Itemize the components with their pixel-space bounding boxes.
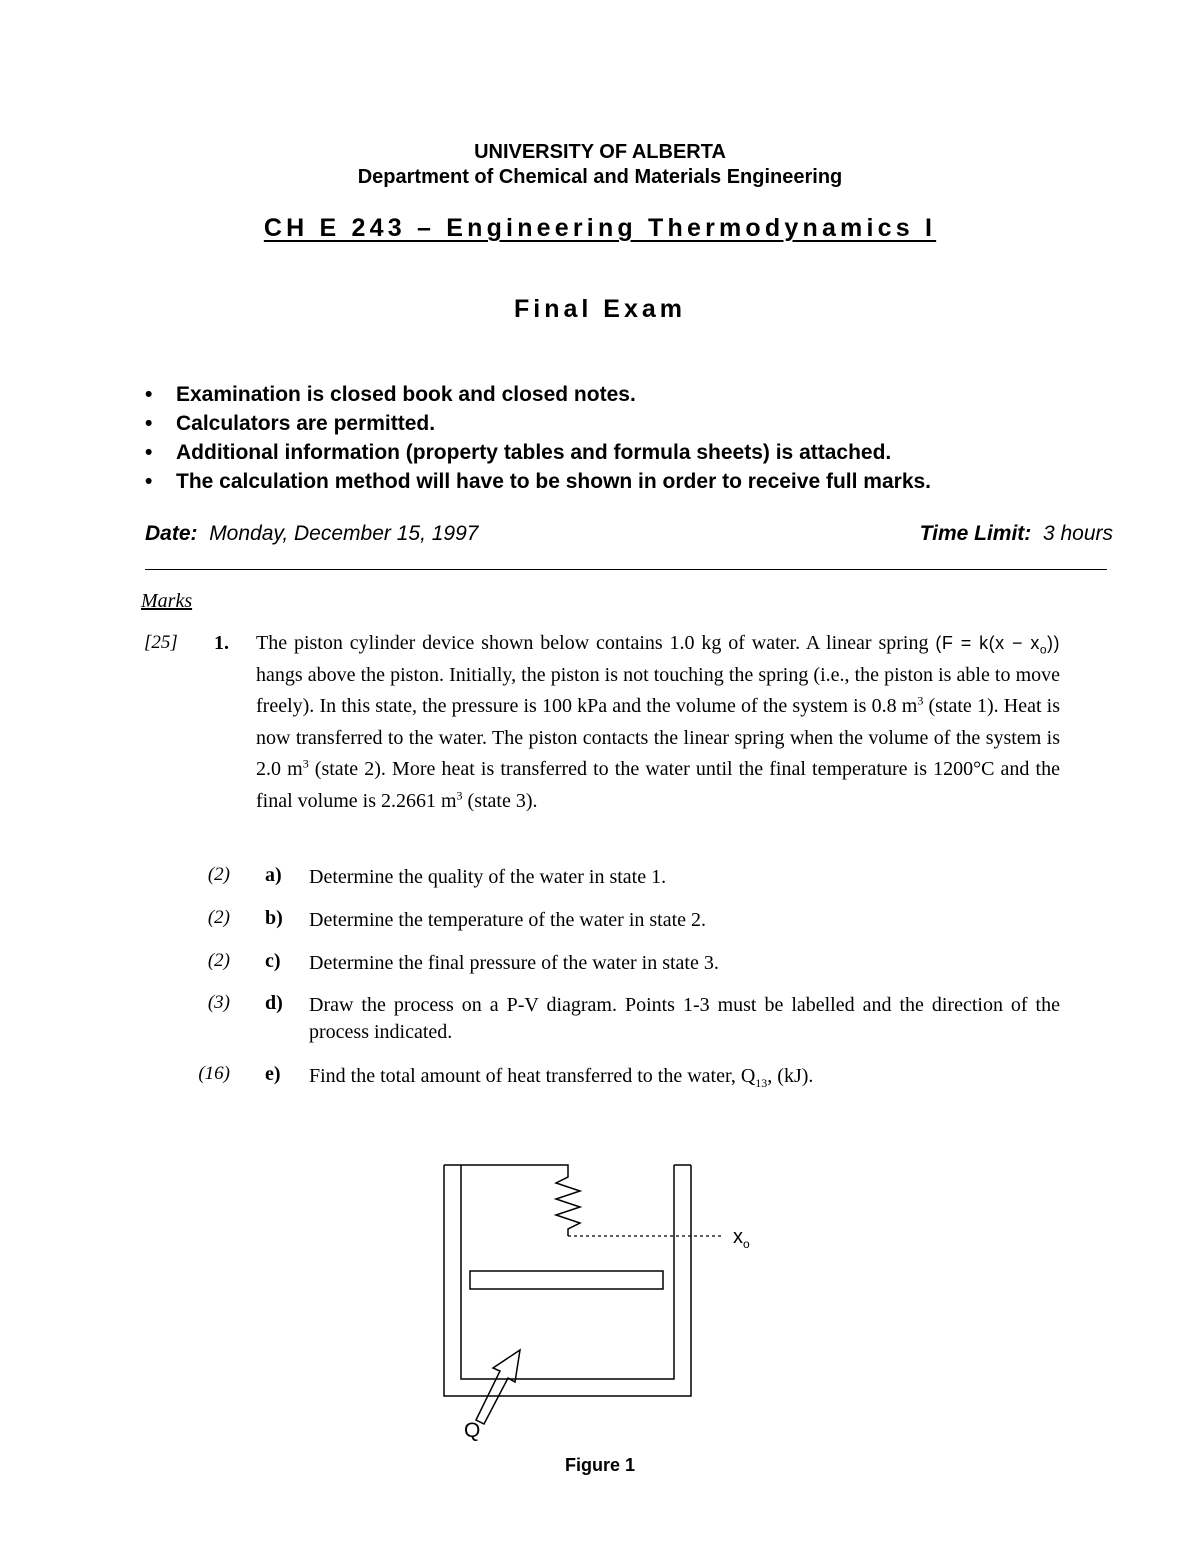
divider [145, 569, 1107, 570]
question-marks: [25] [144, 632, 178, 653]
sub-letter: c) [265, 950, 281, 972]
superscript: 3 [302, 756, 309, 771]
cylinder-outer-wall [444, 1165, 691, 1396]
sub-text: Draw the process on a P-V diagram. Points 1-3 must be labelled and the direction of the process indicated. [309, 994, 1060, 1043]
rule-item [145, 467, 1145, 496]
question-text-part: (state 2). More heat is transferred to the water until the final temperature is 1200°C and the final volume is 2.2661 m [256, 758, 1060, 812]
question-text-part: hangs above the piston. Initially, the piston is not touching the spring (i.e., the piston is able to move freely). In this state, the pressure is 100 kPa and the volume of the system is 0.8 m [256, 663, 1060, 717]
date-label: Date: [145, 522, 198, 545]
course-title [0, 214, 1200, 243]
rule-item [145, 438, 1145, 467]
marks-heading: Marks [141, 590, 193, 612]
exam-title: Final Exam [514, 295, 686, 323]
formula-close: )) [1047, 633, 1061, 653]
question-text-part: (state 3). [462, 789, 538, 812]
time-value: 3 hours [1042, 522, 1113, 545]
rule-item [145, 380, 1145, 409]
figure-caption: Figure 1 [564, 1455, 635, 1475]
exam-date [145, 522, 478, 546]
bullet-icon: • [145, 383, 153, 406]
bullet-icon: • [145, 441, 153, 464]
formula-open: (F = k(x − x [935, 633, 1040, 653]
date-value: Monday, December 15, 1997 [209, 522, 479, 545]
time-limit [920, 522, 1113, 546]
sub-text: Determine the temperature of the water in state 2. [309, 909, 707, 931]
sub-text: Determine the quality of the water in state 1. [309, 866, 667, 888]
sub-marks: (16) [198, 1063, 230, 1084]
exam-rules-list [145, 380, 1145, 496]
sub-letter: d) [265, 992, 283, 1014]
rule-text: Additional information (property tables and formula sheets) is attached. [176, 441, 892, 464]
sub-text: Determine the final pressure of the water in state 3. [309, 952, 719, 974]
label-x: x [733, 1226, 743, 1248]
piston-cylinder-figure [430, 1160, 770, 1450]
university-name: UNIVERSITY OF ALBERTA [474, 141, 726, 163]
heat-arrow-icon [476, 1350, 520, 1424]
piston [470, 1271, 663, 1289]
bullet-icon: • [145, 470, 153, 493]
question-text-part: (state 1). Heat is now transferred to the water. The piston contacts the linear spring when the volume of the system is 2.0 m [256, 695, 1060, 780]
sub-marks: (2) [207, 950, 230, 971]
cylinder-inner-wall [461, 1165, 674, 1379]
rule-text: Calculators are permitted. [176, 412, 436, 435]
sub-letter: b) [265, 907, 283, 929]
superscript: 3 [917, 693, 924, 708]
sub-text-part: , (kJ). [767, 1065, 814, 1087]
formula-subscript: o [1039, 642, 1048, 657]
label-q: Q [464, 1419, 481, 1442]
rule-item [145, 409, 1145, 438]
sub-marks: (3) [207, 992, 230, 1013]
superscript: 3 [456, 787, 463, 802]
department-name: Department of Chemical and Materials Engineering [357, 166, 843, 188]
sub-text [309, 1063, 1060, 1090]
subscript: 13 [755, 1076, 768, 1090]
question-text [256, 628, 1060, 817]
rule-text: The calculation method will have to be shown in order to receive full marks. [176, 470, 932, 493]
sub-marks: (2) [207, 864, 230, 885]
sub-letter: a) [265, 864, 282, 886]
sub-marks: (2) [207, 907, 230, 928]
question-number: 1. [214, 632, 229, 654]
spring-formula [935, 633, 1061, 657]
sub-letter: e) [265, 1063, 281, 1085]
time-label: Time Limit: [919, 522, 1032, 545]
sub-text-part: Find the total amount of heat transferred to the water, Q [309, 1065, 756, 1087]
date-time-row [145, 522, 1113, 546]
course-title-text: CH E 243 – Engineering Thermodynamics I [263, 214, 937, 242]
label-x0 [733, 1226, 750, 1249]
label-x-subscript: o [743, 1237, 750, 1251]
rule-text: Examination is closed book and closed notes. [176, 383, 636, 406]
spring-icon [461, 1165, 580, 1236]
question-text-part: The piston cylinder device shown below contains 1.0 kg of water. A linear spring [256, 632, 929, 654]
bullet-icon: • [145, 412, 153, 435]
